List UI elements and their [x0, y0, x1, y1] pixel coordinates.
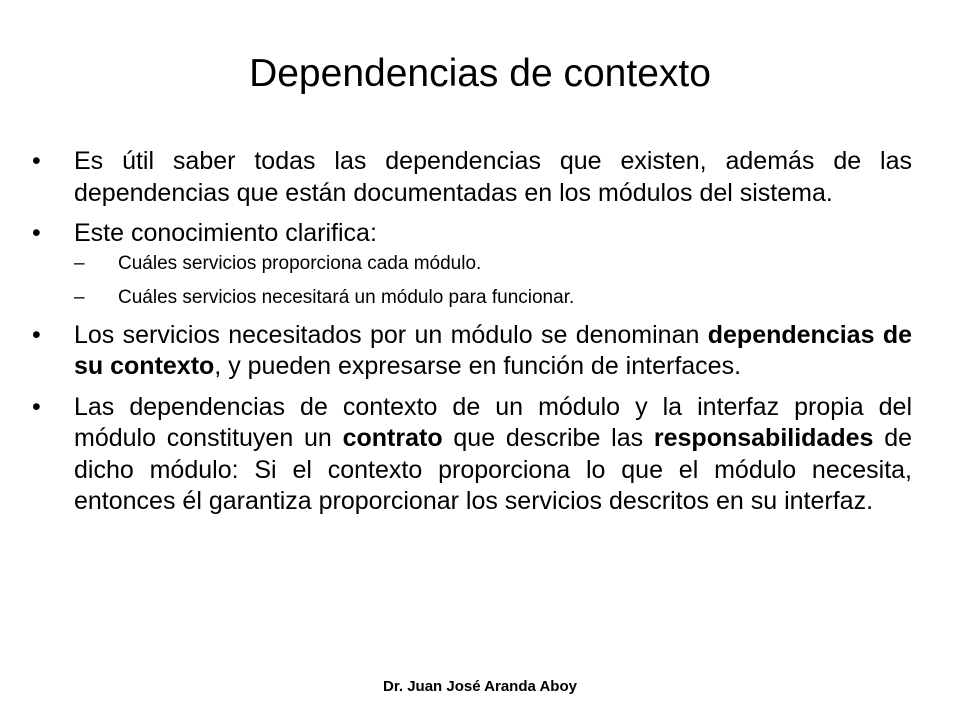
bullet-text: Este conocimiento clarifica:: [74, 219, 377, 247]
slide-title: Dependencias de contexto: [249, 52, 711, 95]
bullet-text-mid: que describe las: [442, 424, 654, 452]
bullet-text-post: , y pueden expresarse en función de interfaces.: [214, 352, 742, 380]
bullet-contract: [32, 392, 912, 518]
bold-term-context-dependencies: dependencias de su contexto: [74, 320, 912, 380]
dash-marker: –: [74, 286, 85, 308]
bullet-text-post: de dicho módulo: Si el contexto proporciona lo que el módulo necesita, entonces él garantiza proporcionar los servicios descritos en su interfaz.: [74, 424, 913, 515]
bullet-useful-dependencies: [32, 146, 912, 209]
sub-bullet-list: [32, 252, 912, 309]
bullet-text-pre: Las dependencias de contexto de un módulo y la interfaz propia del módulo constituyen un: [74, 392, 912, 452]
sub-bullet-text: Cuáles servicios proporciona cada módulo.: [118, 252, 482, 274]
bullet-text: Es útil saber todas las dependencias que existen, además de las dependencias que están documentadas en los módulos del sistema.: [74, 147, 912, 207]
sub-bullet-services-needed: [32, 286, 912, 309]
sub-bullet-text: Cuáles servicios necesitará un módulo para funcionar.: [118, 286, 575, 308]
bullet-context-dependencies: [32, 320, 912, 383]
bullet-marker: •: [32, 147, 41, 175]
bullet-knowledge-clarifies: [32, 218, 912, 250]
bullet-marker: •: [32, 320, 41, 349]
slide-footer-author: Dr. Juan José Aranda Aboy: [383, 678, 577, 695]
bullet-marker: •: [32, 392, 41, 421]
bullet-marker: •: [32, 219, 41, 247]
bold-term-responsibilities: responsabilidades: [653, 424, 874, 452]
sub-bullet-services-provided: [32, 252, 912, 275]
bullet-text-pre: Los servicios necesitados por un módulo se denominan: [74, 320, 708, 349]
dash-marker: –: [74, 252, 85, 274]
bold-term-contract: contrato: [342, 424, 443, 452]
slide-content: [32, 146, 912, 527]
